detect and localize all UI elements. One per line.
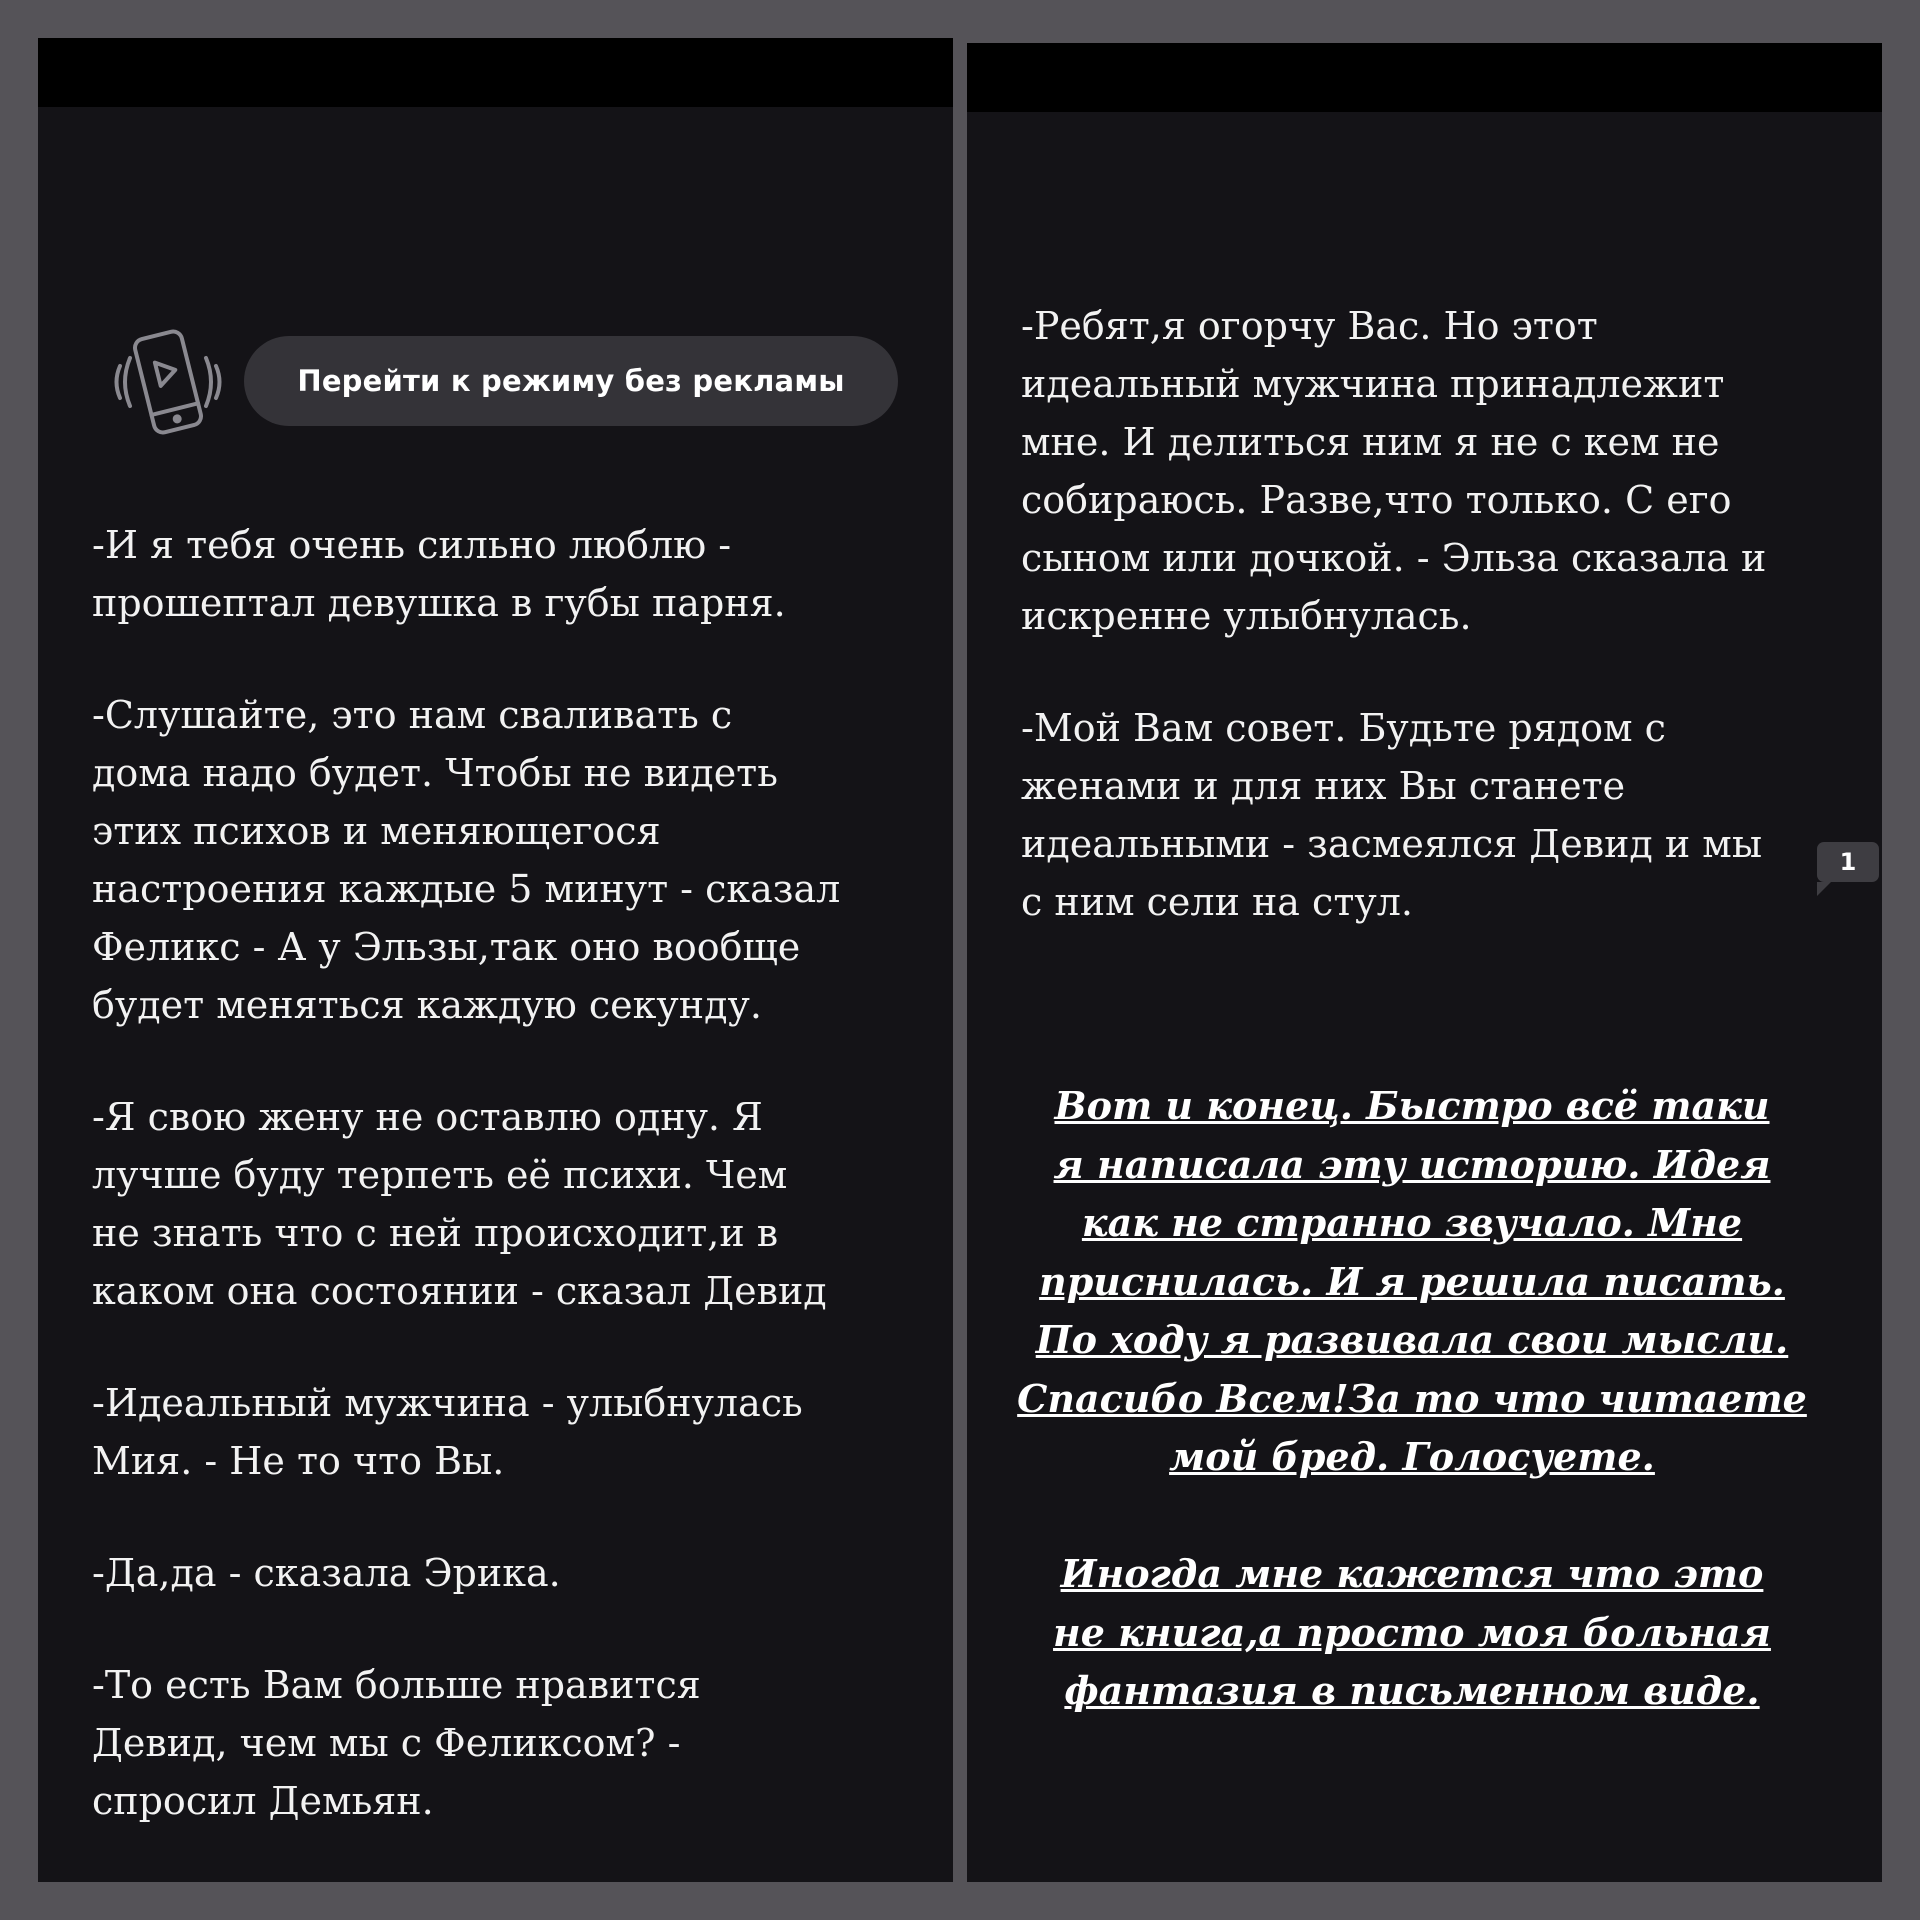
text-line: -Мой Вам совет. Будьте рядом с (1021, 706, 1666, 750)
text-line: Девид, чем мы с Феликсом? - (92, 1721, 681, 1765)
text-line: прошептал девушка в губы парня. (92, 581, 786, 625)
note-line: мой бред. Голосуете. (1169, 1434, 1655, 1479)
status-bar (967, 43, 1882, 112)
story-paragraph (92, 686, 892, 1034)
text-line: не знать что с ней происходит,и в (92, 1211, 779, 1255)
text-line: собираюсь. Разве,что только. С его (1021, 478, 1732, 522)
text-line: -И я тебя очень сильно люблю - (92, 523, 732, 567)
note-line: приснилась. И я решила писать. (1039, 1258, 1785, 1304)
text-line: сыном или дочкой. - Эльза сказала и (1021, 536, 1767, 580)
paragraph-gap (92, 1602, 892, 1656)
paragraph-gap (92, 1034, 892, 1088)
story-paragraph (92, 516, 892, 632)
text-line: идеальный мужчина принадлежит (1021, 362, 1725, 406)
note-line: я написала эту историю. Идея (1053, 1141, 1771, 1187)
note-line: Вот и конец. Быстро всё таки (1054, 1083, 1770, 1128)
text-line: женами и для них Вы станете (1021, 764, 1626, 808)
story-paragraph (92, 1374, 892, 1490)
story-paragraph (1021, 297, 1841, 645)
note-line: не книга,а просто моя больная (1053, 1609, 1771, 1655)
comment-count: 1 (1839, 848, 1857, 876)
text-line: с ним сели на стул. (1021, 880, 1413, 924)
text-line: настроения каждые 5 минут - сказал (92, 867, 841, 911)
note-line: фантазия в письменном виде. (1064, 1668, 1760, 1713)
author-closing-note (1007, 1545, 1817, 1721)
paragraph-gap (92, 632, 892, 686)
text-line: -Слушайте, это нам сваливать с (92, 693, 733, 737)
ad-free-mode-button[interactable]: Перейти к режиму без рекламы (244, 336, 898, 426)
vibrating-phone-play-icon (108, 322, 228, 442)
ad-free-banner (108, 322, 938, 442)
text-line: Феликс - А у Эльзы,так оно вообще (92, 925, 801, 969)
author-afterword (1007, 1077, 1817, 1487)
story-paragraph (1021, 699, 1841, 931)
text-line: -То есть Вам больше нравится (92, 1663, 701, 1707)
text-line: -Да,да - сказала Эрика. (92, 1551, 561, 1595)
note-line: Спасибо Всем!За то что читаете (1017, 1375, 1807, 1421)
text-line: искренне улыбнулась. (1021, 594, 1472, 638)
text-line: мне. И делиться ним я не с кем не (1021, 420, 1720, 464)
text-line: -Ребят,я огорчу Вас. Но этот (1021, 304, 1598, 348)
text-line: идеальными - засмеялся Девид и мы (1021, 822, 1763, 866)
note-line: как не странно звучало. Мне (1081, 1200, 1743, 1245)
note-line: Иногда мне кажется что это (1060, 1551, 1764, 1596)
paragraph-gap (92, 1490, 892, 1544)
story-paragraph (92, 1544, 892, 1602)
text-line: каком она состоянии - сказал Девид (92, 1269, 827, 1313)
text-line: будет меняться каждую секунду. (92, 983, 762, 1027)
text-line: Мия. - Не то что Вы. (92, 1439, 505, 1483)
text-line: -Идеальный мужчина - улыбнулась (92, 1381, 803, 1425)
left-story-text (92, 516, 892, 1830)
note-line: По ходу я развивала свои мысли. (1035, 1317, 1789, 1362)
paragraph-gap (92, 1320, 892, 1374)
text-line: -Я свою жену не оставлю одну. Я (92, 1095, 763, 1139)
status-bar (38, 38, 953, 107)
right-reader-page (967, 43, 1882, 1882)
paragraph-gap (1021, 645, 1841, 699)
text-line: спросил Демьян. (92, 1779, 434, 1823)
story-paragraph (92, 1656, 892, 1830)
right-story-text (1021, 297, 1841, 931)
text-line: лучше буду терпеть её психи. Чем (92, 1153, 788, 1197)
text-line: этих психов и меняющегося (92, 809, 661, 853)
left-reader-page (38, 38, 953, 1882)
comment-count-badge[interactable] (1817, 842, 1879, 882)
story-paragraph (92, 1088, 892, 1320)
text-line: дома надо будет. Чтобы не видеть (92, 751, 778, 795)
